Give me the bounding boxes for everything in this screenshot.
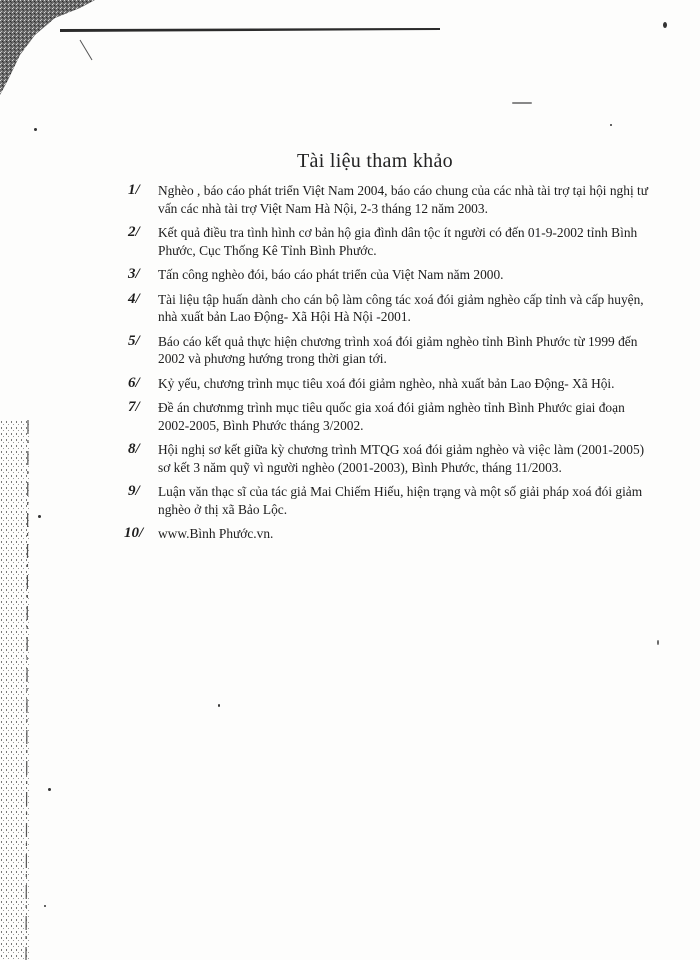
scan-speck	[512, 102, 532, 104]
scan-speck	[34, 128, 37, 131]
reference-item	[128, 483, 648, 518]
reference-number: 8/	[128, 441, 140, 457]
reference-item	[128, 291, 648, 326]
scan-speck	[610, 124, 612, 126]
reference-number: 5/	[128, 332, 140, 349]
reference-text: Nghèo , báo cáo phát triển Việt Nam 2004, báo cáo chung của các nhà tài trợ tại hội nghị tư vấn các nhà tài trợ Việt Nam Hà Nội, 2-3 tháng 12 năm 2003.	[158, 183, 648, 216]
reference-text: Kỷ yếu, chương trình mục tiêu xoá đói giảm nghèo, nhà xuất bản Lao Động- Xã Hội.	[158, 375, 615, 391]
reference-text: Đề án chươnmg trình mục tiêu quốc gia xoá đói giảm nghèo tỉnh Bình Phước giai đoạn 2002-2005, Bình Phước tháng 3/2002.	[158, 400, 625, 433]
scan-speck	[38, 515, 41, 518]
reference-number: 4/	[128, 290, 140, 307]
reference-text: Tài liệu tập huấn dành cho cán bộ làm công tác xoá đói giảm nghèo cấp tỉnh và cấp huyện, nhà xuất bản Lao Động- Xã Hội Hà Nội -2001.	[158, 291, 644, 324]
reference-text: Hội nghị sơ kết giữa kỳ chương trình MTQG xoá đói giảm nghèo và việc làm (2001-2005) sơ kết 3 năm quỹ vì người nghèo (2001-2003), Bình Phước, tháng 11/2003.	[158, 442, 645, 475]
reference-number: 2/	[128, 224, 140, 240]
reference-text: Kết quả điều tra tình hình cơ bản hộ gia đình dân tộc ít người có đến 01-9-2002 tỉnh Bình Phước, Cục Thống Kê Tỉnh Bình Phước.	[158, 225, 638, 258]
reference-number: 6/	[128, 374, 140, 391]
reference-item	[128, 441, 648, 476]
page-title: Tài liệu tham khảo	[297, 150, 453, 172]
scan-speck	[663, 22, 667, 28]
scan-corner-artifact	[0, 0, 110, 95]
reference-list	[124, 182, 648, 550]
reference-item	[128, 333, 648, 368]
reference-text: Luận văn thạc sĩ của tác giả Mai Chiếm Hiếu, hiện trạng và một số giải pháp xoá đói giảm nghèo ở thị xã Bảo Lộc.	[158, 484, 643, 517]
reference-item	[128, 182, 648, 217]
reference-item	[128, 266, 648, 284]
scan-speck	[218, 704, 220, 707]
reference-text: Báo cáo kết quả thực hiện chương trình xoá đói giảm nghèo tỉnh Bình Phước từ 1999 đến 2002 và phương hướng trong thời gian tới.	[158, 333, 638, 366]
reference-number: 3/	[128, 266, 140, 282]
scan-speck	[657, 640, 659, 645]
reference-item	[128, 399, 648, 434]
reference-item	[128, 375, 648, 393]
reference-number: 1/	[128, 182, 140, 198]
reference-number: 9/	[128, 483, 140, 499]
reference-number: 7/	[128, 399, 140, 415]
reference-link: www.Bình Phước.vn.	[158, 526, 274, 541]
reference-number: 10/	[124, 525, 144, 541]
scan-left-edge-artifact	[0, 420, 40, 960]
reference-item	[128, 224, 648, 259]
reference-text: Tấn công nghèo đói, báo cáo phát triển của Việt Nam năm 2000.	[158, 267, 504, 282]
scan-speck	[48, 788, 51, 791]
reference-item	[124, 525, 648, 543]
scan-top-edge-artifact	[60, 28, 440, 32]
scan-speck	[44, 905, 46, 907]
